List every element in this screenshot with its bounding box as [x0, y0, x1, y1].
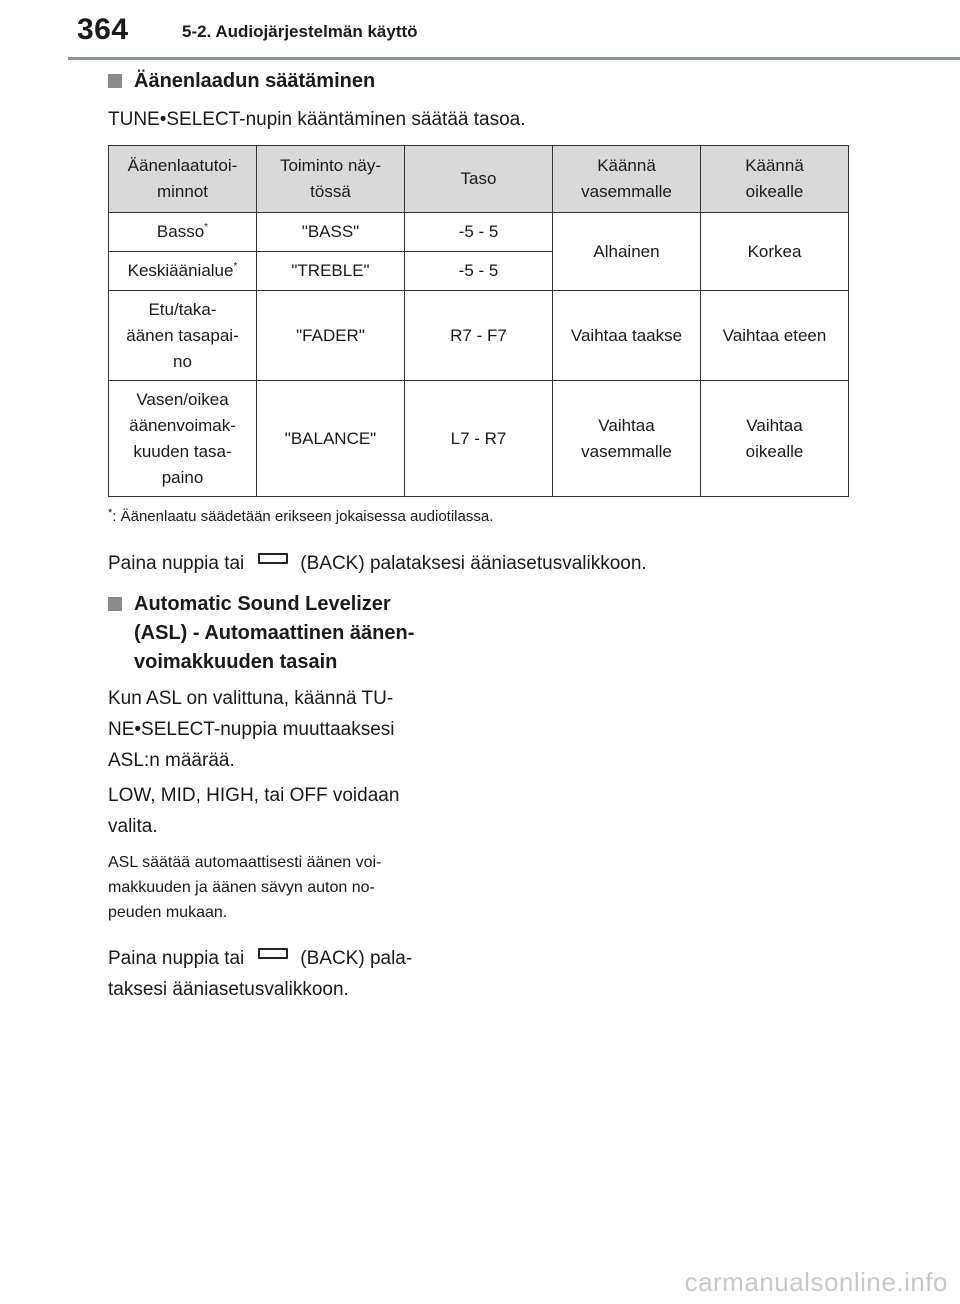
table-cell: R7 - F7	[405, 291, 553, 381]
back-button-icon	[258, 553, 288, 564]
column-header: Käännä vasemmalle	[553, 146, 701, 213]
table-cell: "FADER"	[257, 291, 405, 381]
column-header: Toiminto näy- tössä	[257, 146, 405, 213]
section-title: 5-2. Audiojärjestelmän käyttö	[182, 22, 418, 41]
table-cell: Vaihtaa oikealle	[701, 381, 849, 497]
table-cell: -5 - 5	[405, 252, 553, 291]
table-cell: "BASS"	[257, 213, 405, 252]
heading-bullet-icon	[108, 74, 122, 88]
column-header: Taso	[405, 146, 553, 213]
asl-options-paragraph: LOW, MID, HIGH, tai OFF voidaan valita.	[108, 785, 400, 837]
bass-label: Basso	[156, 222, 205, 241]
table-cell: Vaihtaa eteen	[701, 291, 849, 381]
table-cell: -5 - 5	[405, 213, 553, 252]
back-instruction-after: (BACK) pala- taksesi ääniasetusvalikkoon.	[108, 948, 413, 1000]
page-header	[0, 0, 960, 60]
column-header: Käännä oikealle	[701, 146, 849, 213]
asterisk-marker: *	[233, 261, 238, 272]
footnote-text: : Äänenlaatu säädetään erikseen jokaisessa audiotilassa.	[112, 508, 494, 525]
back-instruction-before: Paina nuppia tai	[108, 948, 245, 969]
back-button-icon	[258, 948, 288, 959]
sound-quality-heading-text: Äänenlaadun säätäminen	[134, 70, 376, 92]
asl-heading-text: Automatic Sound Levelizer (ASL) - Automaattinen äänen- voimakkuuden tasain	[134, 593, 415, 673]
footnote-marker: *	[108, 507, 113, 519]
table-cell: Vaihtaa vasemmalle	[553, 381, 701, 497]
asl-paragraph: Kun ASL on valittuna, käännä TU- NE•SELECT-nuppia muuttaaksesi ASL:n määrää.	[108, 688, 395, 771]
table-cell: Etu/taka- äänen tasapai- no	[109, 291, 257, 381]
asl-heading	[108, 590, 414, 677]
watermark: carmanualsonline.info	[684, 1267, 948, 1297]
back-instruction-before: Paina nuppia tai	[108, 553, 245, 574]
back-instruction-after: (BACK) palataksesi ääniasetusvalikkoon.	[300, 553, 647, 574]
table-row	[109, 291, 849, 381]
table-header-row	[109, 146, 849, 213]
table-cell: Korkea	[701, 213, 849, 291]
header-divider	[68, 57, 960, 60]
heading-bullet-icon	[108, 597, 122, 611]
table-row	[109, 213, 849, 252]
table-footnote	[108, 507, 493, 525]
table-cell: Alhainen	[553, 213, 701, 291]
asl-back-instruction	[108, 943, 468, 1005]
page-number: 364	[77, 13, 129, 46]
asl-note: ASL säätää automaattisesti äänen voi- makkuuden ja äänen sävyn auton no- peuden mukaan.	[108, 854, 382, 921]
table-cell: Vaihtaa taakse	[553, 291, 701, 381]
table-cell	[109, 252, 257, 291]
table-cell: Vasen/oikea äänenvoimak- kuuden tasa- paino	[109, 381, 257, 497]
column-header: Äänenlaatutoi- minnot	[109, 146, 257, 213]
table-cell: "TREBLE"	[257, 252, 405, 291]
sound-quality-heading	[108, 67, 375, 96]
sound-settings-table	[108, 145, 849, 497]
asterisk-marker: *	[204, 222, 209, 233]
tune-select-intro: TUNE•SELECT-nupin kääntäminen säätää tasoa.	[108, 109, 526, 130]
table-cell	[109, 213, 257, 252]
table-cell: "BALANCE"	[257, 381, 405, 497]
table-cell: L7 - R7	[405, 381, 553, 497]
table-row	[109, 381, 849, 497]
back-instruction	[108, 548, 647, 579]
treble-label: Keskiäänialue	[127, 261, 234, 280]
